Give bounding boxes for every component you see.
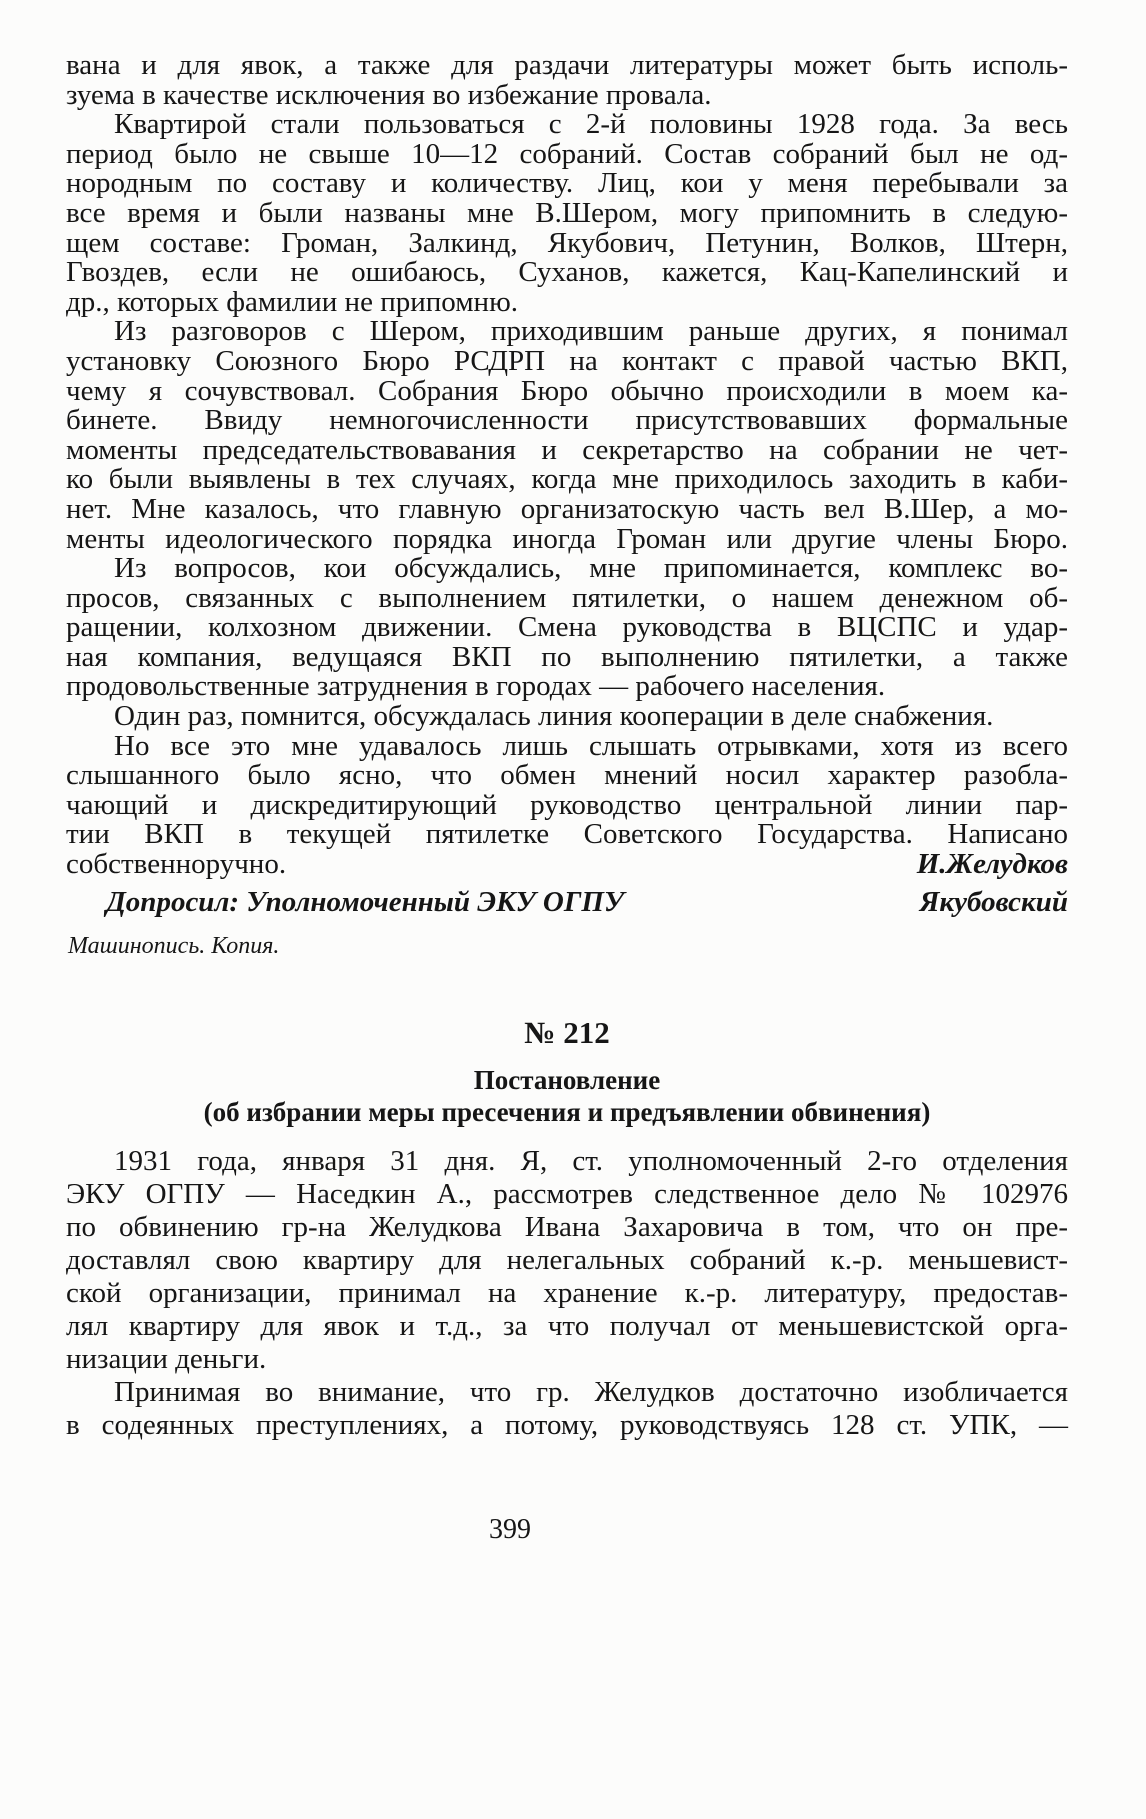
text-line: чему я сочувствовал. Собрания Бюро обычно происходили в моем ка- — [66, 374, 1068, 407]
interrogator-line — [66, 886, 1068, 918]
resolution-text — [66, 1145, 1068, 1442]
document-title: Постановление — [473, 1065, 661, 1095]
document-subtitle: (об избрании меры пресечения и предъявлении обвинения) — [203, 1097, 931, 1127]
text-line: зуема в качестве исключения во избежание провала. — [66, 78, 712, 111]
text-line: 1931 года, января 31 дня. Я, ст. уполномоченный 2-го отделения — [114, 1145, 1068, 1177]
text-line: период было не свыше 10—12 собраний. Состав собраний был не од- — [66, 137, 1068, 170]
text-line: ской организации, принимал на хранение к.-р. литературу, предостав- — [66, 1277, 1068, 1309]
interrogator-name: Якубовский — [919, 886, 1068, 918]
text-line: собственноручно. — [66, 848, 287, 881]
text-line: Квартирой стали пользоваться с 2-й половины 1928 года. За весь — [114, 108, 1068, 141]
text-line: Из вопросов, кои обсуждались, мне припоминается, комплекс во- — [114, 552, 1068, 585]
text-line: доставлял свою квартиру для нелегальных собраний к.-р. меньшевист- — [66, 1244, 1068, 1276]
text-line: ращении, колхозном движении. Смена руководства в ВЦСПС и удар- — [66, 611, 1068, 644]
source-note: Машинопись. Копия. — [68, 933, 280, 959]
text-line: нет. Мне казалось, что главную организатоскую часть вел В.Шер, а мо- — [66, 492, 1068, 525]
text-line: бинете. Ввиду немногочисленности присутствовавших формальные — [66, 404, 1068, 437]
text-line: щем составе: Громан, Залкинд, Якубович, Петунин, Волков, Штерн, — [66, 226, 1068, 259]
text-line: тии ВКП в текущей пятилетке Советского Государства. Написано — [66, 818, 1068, 851]
text-line: моменты председательствовавания и секретарство на собрании не чет- — [66, 433, 1068, 466]
text-line: вана и для явок, а также для раздачи литературы может быть исполь- — [66, 49, 1068, 81]
text-line: Один раз, помнится, обсуждалась линия кооперации в деле снабжения. — [114, 700, 994, 733]
text-line: ЭКУ ОГПУ — Наседкин А., рассмотрев следственное дело № 102976 — [66, 1178, 1068, 1210]
interrogator-label: Допросил: Уполномоченный ЭКУ ОГПУ — [106, 886, 625, 918]
text-line: в содеянных преступлениях, а потому, руководствуясь 128 ст. УПК, — — [66, 1409, 1068, 1441]
text-line: ная компания, ведущаяся ВКП по выполнению пятилетки, а также — [66, 640, 1068, 673]
text-line: Из разговоров с Шером, приходившим раньше других, я понимал — [114, 315, 1068, 348]
text-line: чающий и дискредитирующий руководство центральной линии пар- — [66, 788, 1068, 821]
text-line: низации деньги. — [66, 1343, 267, 1375]
text-line: все время и были названы мне В.Шером, могу припомнить в следую- — [66, 196, 1068, 229]
text-line: слышанного было ясно, что обмен мнений носил характер разобла- — [66, 759, 1068, 792]
text-line: Гвоздев, если не ошибаюсь, Суханов, кажется, Кац-Капелинский и — [66, 256, 1068, 289]
text-line: по обвинению гр-на Желудкова Ивана Захаровича в том, что он пре- — [66, 1211, 1068, 1243]
text-line: менты идеологического порядка иногда Громан или другие члены Бюро. — [66, 522, 1068, 555]
text-line: Но все это мне удавалось лишь слышать отрывками, хотя из всего — [114, 729, 1068, 762]
document-number: № 212 — [524, 1015, 610, 1050]
page-number: 399 — [489, 1514, 531, 1545]
text-line: ко были выявлены в тех случаях, когда мне приходилось заходить в каби- — [66, 463, 1068, 496]
text-line: продовольственные затруднения в городах — рабочего населения. — [66, 670, 886, 703]
text-line: нородным по составу и количеству. Лиц, кои у меня перебывали за — [66, 167, 1068, 200]
text-line: Принимая во внимание, что гр. Желудков достаточно изобличается — [114, 1376, 1068, 1408]
text-line: лял квартиру для явок и т.д., за что получал от меньшевистской орга- — [66, 1310, 1068, 1342]
text-line: установку Союзного Бюро РСДРП на контакт с правой частью ВКП, — [66, 344, 1068, 377]
interrogation-statement — [66, 51, 1068, 880]
signature-line — [66, 850, 1068, 880]
text-line: др., которых фамилии не припомню. — [66, 285, 518, 318]
text-line: просов, связанных с выполнением пятилетки, о нашем денежном об- — [66, 581, 1068, 614]
signature: И.Желудков — [916, 848, 1068, 881]
